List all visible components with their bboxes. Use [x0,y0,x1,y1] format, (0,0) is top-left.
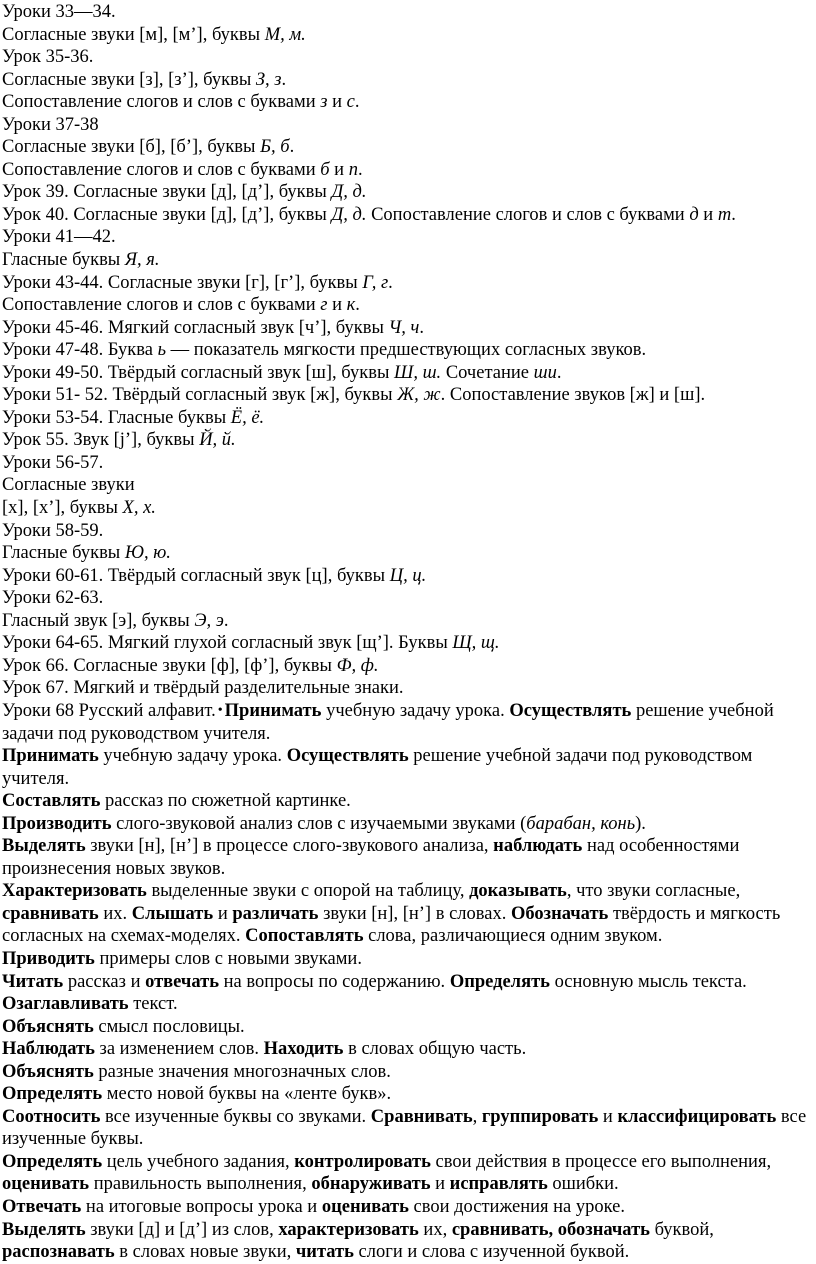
text-run: Уроки 45-46. Мягкий согласный звук [ч’], буквы [2,317,389,338]
text-run: Сопоставление слогов и слов с буквами [366,204,690,225]
text-run: их. [98,903,132,924]
lesson-line [2,452,812,475]
emphasized-verb: Составлять [2,791,101,812]
italic-letters: З, з [255,69,282,90]
text-run: Урок 55. Звук [j’], буквы [2,430,200,451]
text-run: Уроки 62-63. [2,588,104,609]
emphasized-verb: Определять [2,1151,103,1172]
lesson-line [2,677,812,700]
activity-paragraph [2,1016,812,1039]
text-run: звуки [н], [н’] в процессе слого-звукового анализа, [85,836,494,857]
lesson-line [2,339,812,362]
text-run: . [355,295,360,316]
lesson-line [2,655,812,678]
emphasized-verb: различать [232,903,319,924]
emphasized-verb: сравнивать, обозначать [451,1219,650,1240]
text-run: слова, различающиеся одним звуком. [363,926,663,947]
emphasized-verb: контролировать [294,1151,431,1172]
emphasized-verb: оценивать [2,1174,90,1195]
text-run: Сопоставление слогов и слов с буквами [2,92,321,113]
emphasized-verb: характеризовать [278,1219,419,1240]
text-run: Гласный звук [э], буквы [2,610,195,631]
text-run: ). [635,813,646,834]
text-run: примеры слов с новыми звуками. [94,948,362,969]
text-run: за изменением слов. [94,1039,264,1060]
text-run: Уроки 51- 52. Твёрдый согласный звук [ж], буквы [2,385,398,406]
activity-paragraph [2,700,812,745]
emphasized-verb: Соотносить [2,1106,101,1127]
lesson-line [2,587,812,610]
text-run: рассказ по сюжетной картинке. [100,791,351,812]
bullet-icon: • [217,702,223,718]
text-run: их, [418,1219,452,1240]
activity-paragraph [2,993,812,1016]
text-run: , [472,1106,482,1127]
emphasized-verb: Озаглавливать [2,994,129,1015]
activity-paragraph [2,745,812,790]
text-run: Уроки 47-48. Буква [2,340,158,361]
italic-letters: барабан, конь [526,813,636,834]
lesson-line [2,474,812,497]
text-run: выделенные звуки с опорой на таблицу, [146,881,470,902]
text-run: и [213,903,233,924]
emphasized-verb: исправлять [449,1174,548,1195]
italic-letters: б [320,159,330,180]
italic-letters: Г, г [362,272,389,293]
text-run: . Сопоставление звуков [ж] и [ш]. [440,385,706,406]
activity-paragraph [2,813,812,836]
lesson-line [2,429,812,452]
emphasized-verb: Характеризовать [2,881,147,902]
lesson-line [2,226,812,249]
lesson-line [2,159,812,182]
italic-letters: г [320,295,328,316]
italic-letters: Ё, ё. [230,407,265,428]
text-run: слоги и слова с изученной буквой. [353,1242,630,1263]
emphasized-verb: Осуществлять [509,700,632,721]
italic-letters: Ч, ч [388,317,420,338]
text-run: и [698,204,718,225]
emphasized-verb: читать [295,1242,354,1263]
lesson-line [2,114,812,137]
lesson-line [2,249,812,272]
text-run: Урок 35-36. [2,47,94,68]
activity-paragraph [2,1083,812,1106]
emphasized-verb: Отвечать [2,1196,82,1217]
emphasized-verb: Производить [2,813,112,834]
activity-paragraph [2,835,812,880]
lesson-line [2,69,812,92]
emphasized-verb: Принимать [224,700,322,721]
emphasized-verb: классифицировать [617,1106,777,1127]
emphasized-verb: Сопоставлять [245,926,364,947]
italic-letters: Д, д. [331,204,367,225]
activity-paragraph [2,1061,812,1084]
italic-letters: Ж, ж [397,385,441,406]
lesson-line [2,407,812,430]
italic-letters: Й, й. [199,430,236,451]
emphasized-verb: обнаруживать [311,1174,431,1195]
text-run: Урок 40. Согласные звуки [д], [д’], буквы [2,204,332,225]
text-run: ошибки. [547,1174,619,1195]
italic-letters: д [689,204,699,225]
text-run: и [327,92,347,113]
text-run: учебную задачу урока. [321,700,510,721]
emphasized-verb: Находить [263,1039,344,1060]
emphasized-verb: распознавать [2,1242,115,1263]
emphasized-verb: группировать [481,1106,599,1127]
lesson-line [2,24,812,47]
text-run: учебную задачу урока. [98,746,287,767]
text-run: все изученные буквы. [2,1106,807,1150]
activity-paragraph [2,790,812,813]
emphasized-verb: Сравнивать [370,1106,473,1127]
text-run: свои достижения на уроке. [408,1196,625,1217]
text-run: решение учебной задачи под руководством учителя. [2,700,774,744]
italic-letters: ь [157,340,167,361]
emphasized-verb: Читать [2,971,64,992]
emphasized-verb: доказывать [469,881,567,902]
text-run: . [354,92,360,113]
lesson-line [2,1,812,24]
italic-letters: Ц, ц. [389,565,427,586]
text-run: [х], [х’], буквы [2,498,123,519]
text-run: решение учебной задачи под руководством учителя. [2,746,753,789]
text-run: и [327,295,347,316]
lesson-line [2,565,812,588]
text-run: разные значения многозначных слов. [93,1061,391,1082]
text-run: Согласные звуки [з], [з’], буквы [2,69,256,90]
text-run: . [357,159,363,180]
lesson-line [2,384,812,407]
lesson-line [2,204,812,227]
emphasized-verb: Объяснять [2,1061,94,1082]
italic-letters: з [320,92,328,113]
italic-letters: Щ, щ. [452,633,500,654]
emphasized-verb: оценивать [321,1196,409,1217]
text-run: Уроки 56-57. [2,452,104,473]
text-run: Уроки 53-54. Гласные буквы [2,407,231,428]
text-run: Уроки 60-61. Твёрдый согласный звук [ц], буквы [2,565,390,586]
text-run: в словах общую часть. [343,1039,527,1060]
text-run: , что звуки согласные, [566,881,741,902]
text-run: Гласные буквы [2,543,125,564]
emphasized-verb: Слышать [131,903,214,924]
emphasized-verb: Определять [2,1084,103,1105]
italic-letters: Ф, ф. [336,655,379,676]
text-run: свои действия в процессе его выполнения, [430,1151,772,1172]
lesson-line [2,317,812,340]
text-run: звуки [д] и [д’] из слов, [85,1219,279,1240]
text-run: звуки [н], [н’] в словах. [318,903,511,924]
emphasized-verb: наблюдать [493,836,583,857]
italic-letters: т [717,204,732,225]
lesson-line [2,181,812,204]
italic-letters: Б, б [260,137,290,158]
emphasized-verb: Выделять [2,1219,86,1240]
lesson-line [2,610,812,633]
text-run: Сопоставление слогов и слов с буквами [2,295,321,316]
emphasized-verb: Выделять [2,836,86,857]
text-run: Уроки 37-38 [2,114,99,135]
activity-paragraph [2,1219,812,1264]
emphasized-verb: Объяснять [2,1016,94,1037]
text-run: Уроки 58-59. [2,520,104,541]
text-run: — показатель мягкости предшествующих согласных звуков. [166,340,647,361]
italic-letters: Я, я. [124,250,160,271]
lesson-line [2,362,812,385]
text-run: . [731,204,736,225]
lesson-line [2,632,812,655]
text-run: Уроки 41—42. [2,227,116,248]
text-run: . [223,610,229,631]
italic-letters: п [348,159,358,180]
italic-letters: Э, э [194,610,224,631]
text-run: смысл пословицы. [93,1016,245,1037]
text-run: . [281,69,287,90]
text-run: . [289,137,295,158]
emphasized-verb: сравнивать [2,903,99,924]
text-run: текст. [128,994,178,1015]
text-run: на итоговые вопросы урока и [81,1196,322,1217]
text-run: Урок 66. Согласные звуки [ф], [ф’], буквы [2,655,337,676]
text-run: Сочетание [441,362,534,383]
text-run: и [598,1106,618,1127]
text-run: Уроки 68 Русский алфавит. [2,700,216,721]
lesson-line [2,497,812,520]
text-run: . [419,317,424,338]
activity-paragraph [2,1038,812,1061]
text-run: над особенностями произнесения новых звуков. [2,836,740,879]
text-run: Уроки 33—34. [2,2,116,22]
text-run: твёрдость и мягкость согласных на схемах-моделях. [2,903,781,947]
emphasized-verb: Приводить [2,948,95,969]
activity-paragraph [2,1151,812,1196]
text-run: место новой буквы на «ленте букв». [102,1084,392,1105]
emphasized-verb: Обозначать [510,903,609,924]
text-run: Согласные звуки [б], [б’], буквы [2,137,261,158]
text-run: рассказ и [63,971,146,992]
text-run: . [388,272,393,293]
text-run: на вопросы по содержанию. [219,971,450,992]
emphasized-verb: Наблюдать [2,1039,95,1060]
lesson-line [2,272,812,295]
italic-letters: М, м. [264,24,306,45]
text-run: Уроки 49-50. Твёрдый согласный звук [ш], буквы [2,362,395,383]
text-run: Уроки 43-44. Согласные звуки [г], [г’], буквы [2,272,363,293]
activity-paragraph [2,971,812,994]
text-run: буквой, [649,1219,714,1240]
activity-list [2,700,812,1264]
emphasized-verb: Определять [449,971,550,992]
text-run: Урок 67. Мягкий и твёрдый разделительные знаки. [2,678,404,699]
lesson-list [2,1,812,700]
lesson-line [2,136,812,159]
emphasized-verb: Принимать [2,746,99,767]
text-run: в словах новые звуки, [114,1242,296,1263]
text-run: цель учебного задания, [102,1151,295,1172]
text-run: и [329,159,349,180]
italic-letters: ши [533,362,557,383]
italic-letters: Ш, ш. [394,362,442,383]
text-run: и [430,1174,450,1195]
lesson-line [2,542,812,565]
text-run: Согласные звуки [2,475,135,496]
activity-paragraph [2,1106,812,1151]
italic-letters: Д, д. [331,182,367,203]
italic-letters: к [346,295,356,316]
text-run: все изученные буквы со звуками. [100,1106,371,1127]
italic-letters: с [346,92,355,113]
text-run: Уроки 64-65. Мягкий глухой согласный звук [щ’]. Буквы [2,633,453,654]
activity-paragraph [2,1196,812,1219]
activity-paragraph [2,948,812,971]
emphasized-verb: отвечать [145,971,220,992]
text-run: основную мысль текста. [549,971,747,992]
lesson-line [2,294,812,317]
text-run: Согласные звуки [м], [м’], буквы [2,24,265,45]
italic-letters: Ю, ю. [124,543,171,564]
text-run: Сопоставление слогов и слов с буквами [2,159,321,180]
text-run: правильность выполнения, [89,1174,312,1195]
lesson-line [2,46,812,69]
text-run: . [556,362,562,383]
text-run: Урок 39. Согласные звуки [д], [д’], буквы [2,182,332,203]
activity-paragraph [2,880,812,948]
emphasized-verb: Осуществлять [286,746,409,767]
italic-letters: Х, х. [122,498,156,519]
text-run: слого-звуковой анализ слов с изучаемыми звуками ( [111,813,527,834]
text-run: Гласные буквы [2,250,125,271]
lesson-line [2,91,812,114]
lesson-line [2,520,812,543]
